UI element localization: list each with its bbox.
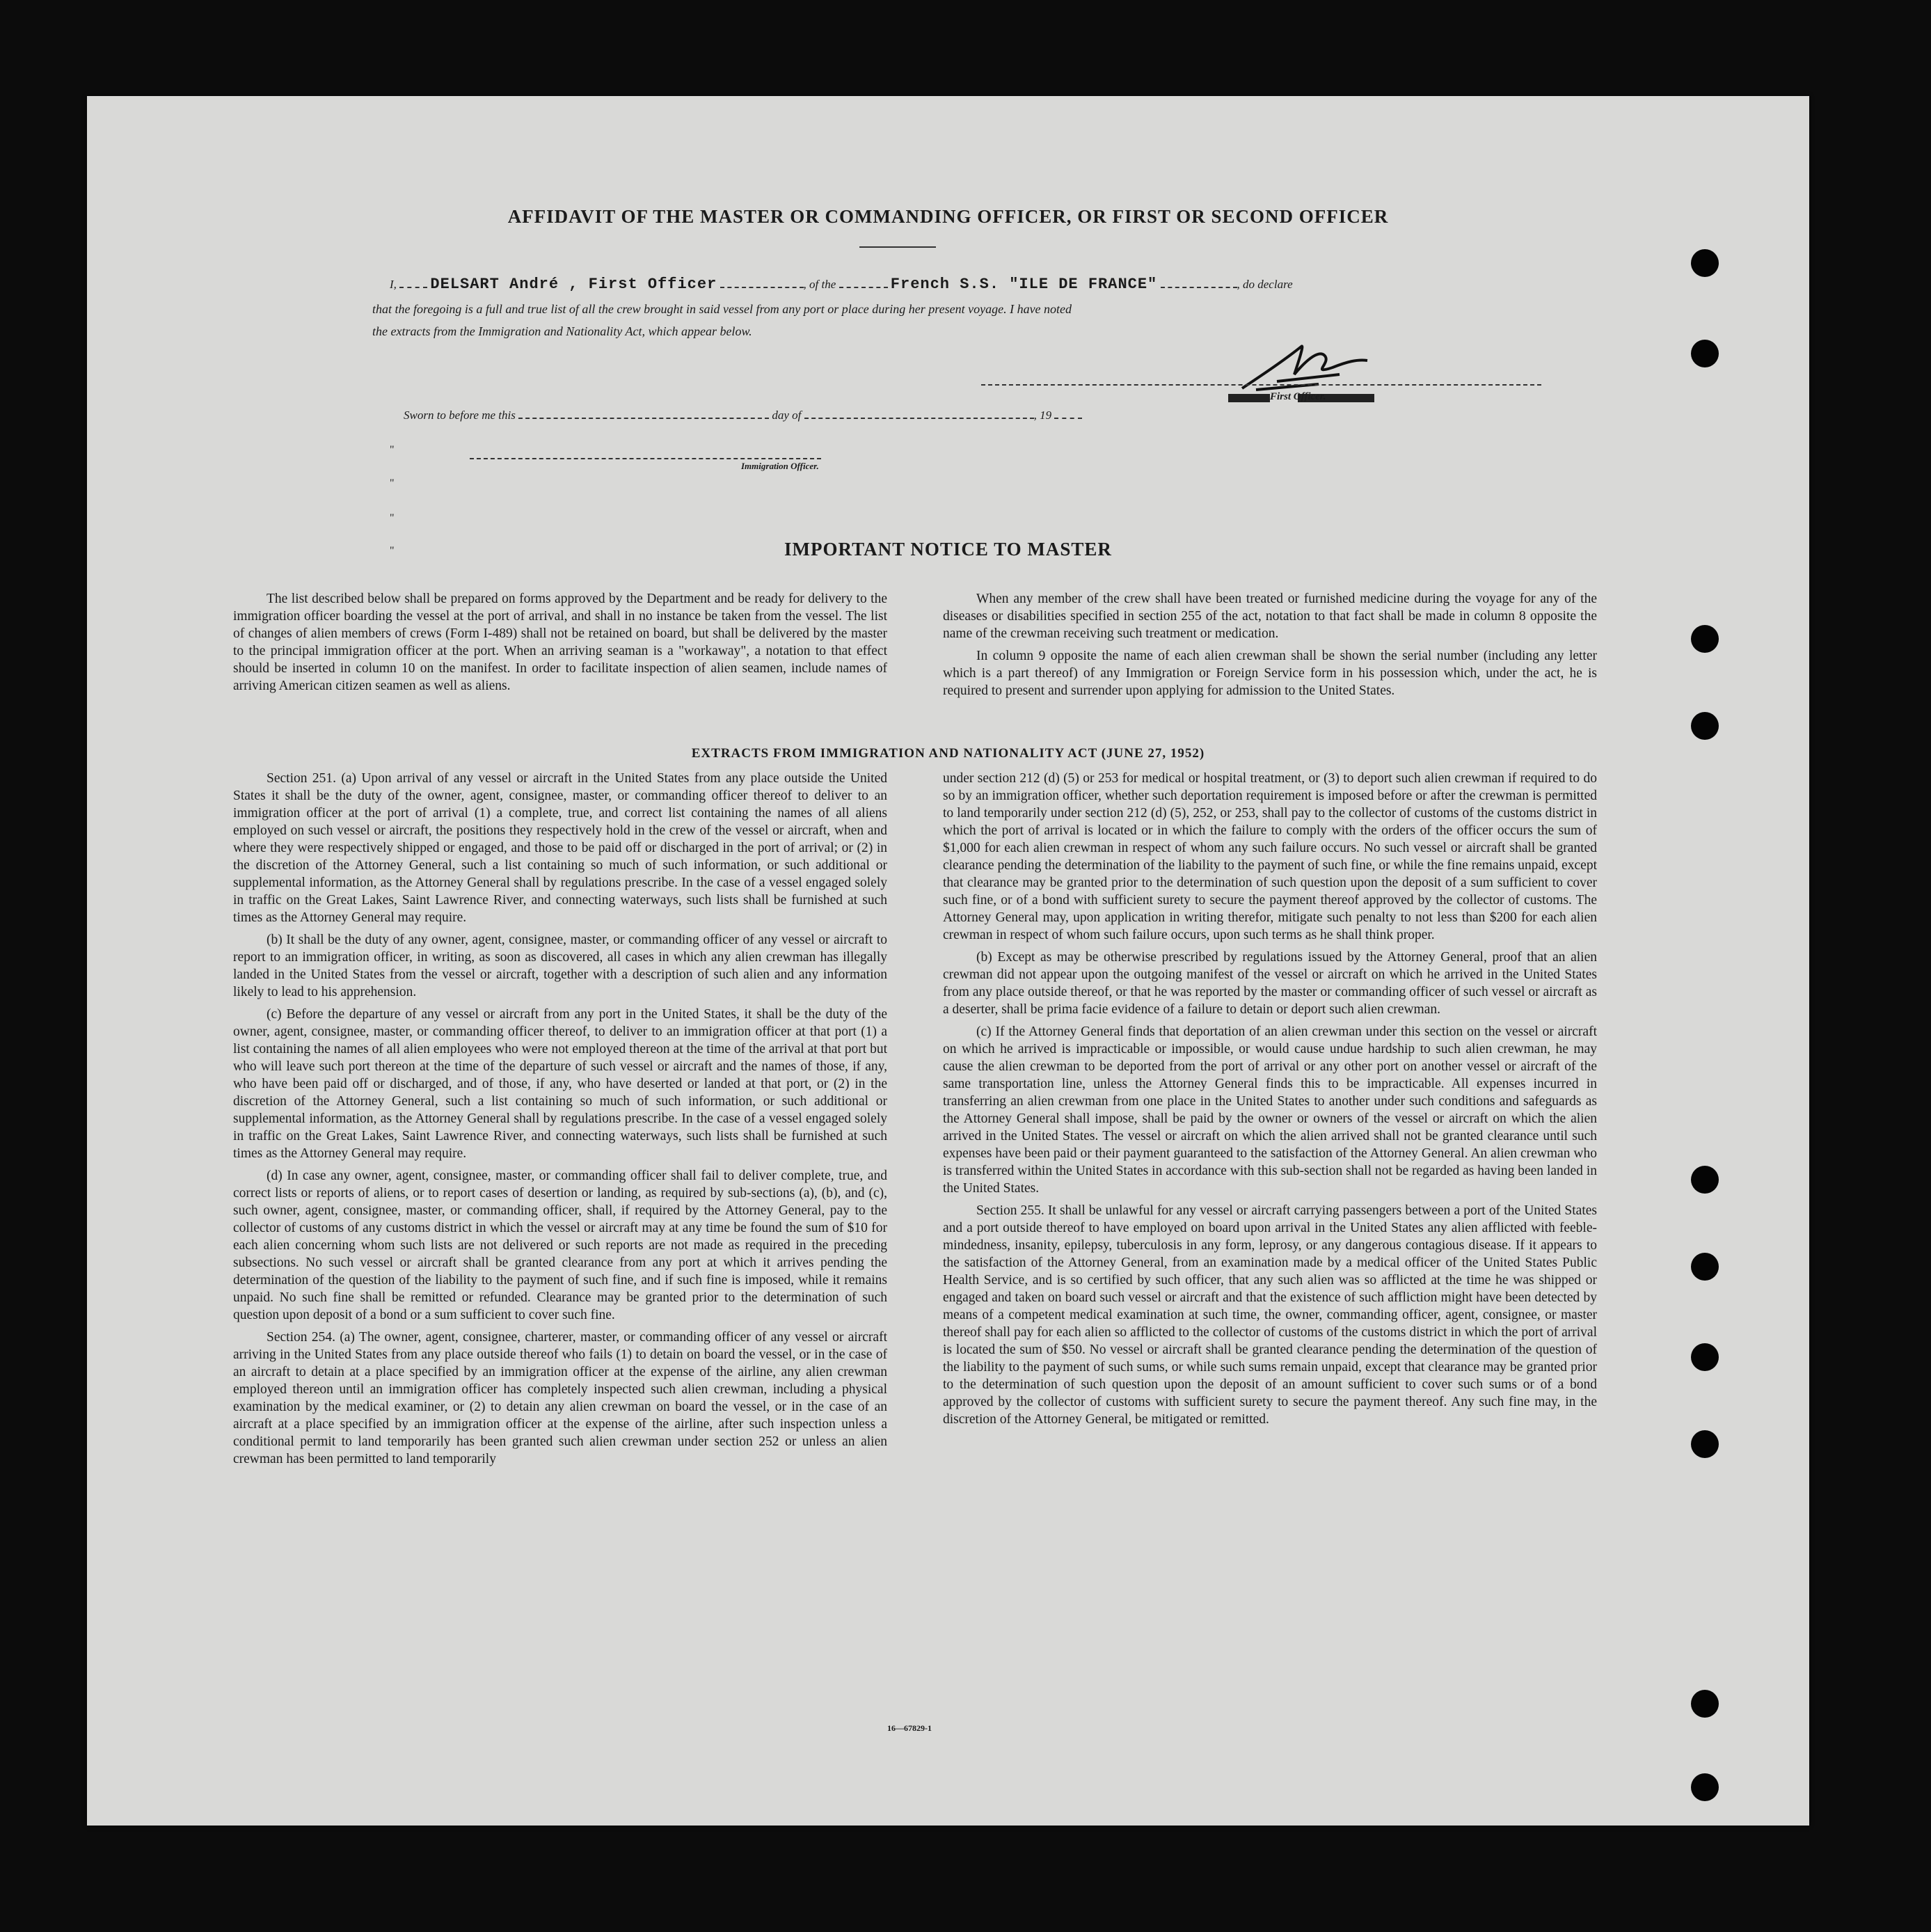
extracts-left-column [233, 770, 887, 1473]
extracts-title: EXTRACTS FROM IMMIGRATION AND NATIONALITY ACT (JUNE 27, 1952) [691, 746, 1205, 761]
binder-hole [1691, 1690, 1719, 1718]
ditto-mark: " [390, 444, 395, 456]
section-251-a: Section 251. (a) Upon arrival of any vessel or aircraft in the United States from any place outside the United States it shall be the duty of the owner, agent, consignee, master, or commanding officer thereof to deliver to an immigration officer at the port of arrival (1) a complete, true, and correct list containing the names of all aliens employed on such vessel or aircraft, the positions they respectively hold in the crew of the vessel or aircraft, when and where they were respectively shipped or engaged, and those to be paid off or discharged in the port of arrival; or (2) in the discretion of the Attorney General, such a list containing so much of such information, or such additional or supplemental information, as the Attorney General shall by regulations prescribe. In the case of a vessel engaged solely in traffic on the Great Lakes, Saint Lawrence River, and connecting waterways, such lists shall be furnished at such times as the Attorney General may require. [233, 771, 887, 925]
vessel-name: French S.S. "ILE DE FRANCE" [890, 276, 1158, 293]
affidavit-line-3: the extracts from the Immigration and Nationality Act, which appear below. [372, 324, 752, 338]
section-254-b: (b) Except as may be otherwise prescribed by regulations issued by the Attorney General, proof that an alien crewman did not appear upon the outgoing manifest of the vessel or aircraft on which he arrived in the United States from any place outside thereof, or that he was reported by the master or commanding officer of such vessel or aircraft as a deserter, shall be prima facie evidence of a failure to detain or deport such alien crewman. [943, 950, 1597, 1017]
notice-title: IMPORTANT NOTICE TO MASTER [784, 539, 1112, 560]
section-255: Section 255. It shall be unlawful for any vessel or aircraft carrying passengers between a port of the United States and a port outside thereof to have employed on board upon arrival in the United States any alien afflicted with feeble-mindedness, insanity, epilepsy, tuberculosis in any form, leprosy, or any dangerous contagious disease. If it appears to the satisfaction of the Attorney General, from an examination made by a medical officer of the United States Public Health Service, and is so certified by such officer, that any such alien was so afflicted at the time he was shipped or engaged and taken on board such vessel or aircraft and that the existence of such affliction might have been detected by means of a competent medical examination at such time, the owner, commanding officer, agent, consignee, or master thereof shall pay for each alien so afflicted to the collector of customs of the customs district in which the port of arrival is located the sum of $50. No vessel or aircraft shall be granted clearance pending the determination of the question of the liability to the payment of such sums, or while such sums remain unpaid, except that clearance may be granted prior to the determination of such question upon the deposit of an amount sufficient to cover such sums or of a bond approved by the collector of customs with sufficient surety to secure the payment thereof. Any such fine may, in the discretion of the Attorney General, be mitigated or remitted. [943, 1203, 1597, 1427]
notice-right-paragraph-1: When any member of the crew shall have been treated or furnished medicine during the voyage for any of the diseases or disabilities specified in section 255 of the act, notation to that fact shall be made in column 8 opposite the name of the crewman receiving such treatment or medication. [943, 592, 1597, 641]
section-251-c: (c) Before the departure of any vessel or aircraft from any port in the United States, it shall be the duty of the owner, agent, consignee, master, or commanding officer thereof, to deliver to an immigration officer at that port (1) a list containing the names of all alien employees who were not employed thereon at the time of the arrival at that port but who will leave such port thereon at the time of the departure of such vessel or aircraft and the names of those, if any, who have been paid off or discharged, and of those, if any, who have deserted or landed at that port, or (2) in the discretion of the Attorney General, such a list containing so much of such information, or such additional or supplemental information, as the Attorney General shall by regulations prescribe. In the case of a vessel engaged solely in traffic on the Great Lakes, Saint Lawrence River, and connecting waterways, such lists shall be furnished at such times as the Attorney General may require. [233, 1007, 887, 1161]
binder-hole [1691, 1773, 1719, 1801]
title-underline [859, 246, 936, 248]
day-of-label: day of [772, 409, 802, 422]
year-label: , 19 [1033, 409, 1052, 422]
binder-hole [1691, 340, 1719, 367]
section-251-d: (d) In case any owner, agent, consignee, master, or commanding officer shall fail to deliver complete, true, and correct lists or reports of aliens, or to report cases of desertion or landing, as required by sub-sections (a), (b), and (c), such owner, agent, consignee, master, or commanding officer, shall, if required by the Attorney General, pay to the collector of customs of any customs district in which the vessel or aircraft may at any time be found the sum of $10 for each alien concerning whom such lists are not delivered or such reports are not made as required in the preceding subsections. No such vessel or aircraft shall be granted clearance from any port at which it arrives pending the determination of the question of the liability to the payment of such fine, and if such fine is imposed, while it remains unpaid. No such fine shall be remitted or refunded. Clearance may be granted prior to the determination of such question upon deposit of a bond or a sum sufficient to cover such fine. [233, 1169, 887, 1322]
sworn-label: Sworn to before me this [404, 409, 516, 422]
document-page [87, 96, 1809, 1826]
form-code: 16—67829-1 [887, 1723, 932, 1733]
ditto-mark: " [390, 512, 395, 524]
binder-hole [1691, 1430, 1719, 1458]
binder-hole [1691, 249, 1719, 277]
binder-hole [1691, 712, 1719, 740]
section-251-b: (b) It shall be the duty of any owner, agent, consignee, master, or commanding officer of any vessel or aircraft to report to an immigration officer, in writing, as soon as discovered, all cases in which any alien crewman has illegally landed in the United States from the vessel or aircraft, together with a description of such alien and any information likely to lead to his apprehension. [233, 933, 887, 999]
affidavit-title: AFFIDAVIT OF THE MASTER OR COMMANDING OFFICER, OR FIRST OR SECOND OFFICER [507, 206, 1389, 227]
affidavit-line-1 [390, 276, 1293, 293]
binder-hole [1691, 1166, 1719, 1194]
officer-name: DELSART André , First Officer [430, 276, 717, 293]
notice-left-paragraph: The list described below shall be prepared on forms approved by the Department and be ready for delivery to the immigration officer boarding the vessel at the port of arrival, and shall in no instance be taken from the vessel. The list of changes of alien members of crews (Form I-489) shall not be retained on board, but shall be delivered by the master to the principal immigration officer at the port. When an arriving seaman is a "workaway", a notation to that effect should be inserted in column 10 on the manifest. In order to facilitate inspection of alien seamen, include names of arriving American citizen seamen as well as aliens. [233, 592, 887, 693]
affidavit-line-2: that the foregoing is a full and true list of all the crew brought in said vessel from any port or place during her present voyage. I have noted [372, 302, 1072, 316]
notice-right-column [943, 590, 1597, 704]
section-254-c: (c) If the Attorney General finds that deportation of an alien crewman under this section on the vessel or aircraft on which he arrived is impracticable or impossible, or would cause undue hardship to such alien crewman, he may cause the alien crewman to be deported from the port of arrival or any other port on another vessel or aircraft of the same transportation line, unless the Attorney General finds this to be impracticable. All expenses incurred in transferring an alien crewman from one place in the United States to another under such conditions and safeguards as the Attorney General shall impose, shall be paid by the owner or owners of the vessel or aircraft on which the alien arrived in the United States. The vessel or aircraft on which the alien arrived shall not be granted clearance until such expenses have been paid or their payment guaranteed to the satisfaction of the Attorney General. An alien crewman who is transferred within the United States in accordance with this sub-section shall not be regarded as having been landed in the United States. [943, 1024, 1597, 1196]
binder-hole [1691, 625, 1719, 653]
section-254-a: Section 254. (a) The owner, agent, consignee, charterer, master, or commanding officer of any vessel or aircraft arriving in the United States from any place outside thereof who fails (1) to detain on board the vessel, or in the case of an aircraft to detain at a place specified by an immigration officer at the expense of the airline, any alien crewman employed thereon until an immigration officer has completely inspected such alien crewman, including a physical examination by the medical examiner, or (2) to detain any alien crewman on board the vessel, or in the case of an aircraft at a place specified by an immigration officer at the expense of the airline, after such inspection unless a conditional permit to land temporarily has been granted such alien crewman under section 252 or unless an alien crewman has been permitted to land temporarily [233, 1330, 887, 1466]
do-declare-label: , do declare [1237, 278, 1293, 291]
binder-hole [1691, 1343, 1719, 1371]
sworn-line [404, 408, 1082, 422]
struck-title [1228, 394, 1270, 402]
signature-caption: First Officer. [1270, 391, 1326, 402]
extracts-right-column [943, 770, 1597, 1433]
officer-signature [1235, 333, 1416, 395]
affidavit-i: I, [390, 278, 397, 291]
ditto-mark: " [390, 545, 395, 557]
signature-line [981, 384, 1541, 386]
immigration-officer-line [470, 458, 821, 459]
immigration-officer-label: Immigration Officer. [741, 461, 819, 471]
notice-right-paragraph-2: In column 9 opposite the name of each alien crewman shall be shown the serial number (including any letter which is a part thereof) of any Immigration or Foreign Service form in his possession which, under the act, he is required to present and surrender upon applying for admission to the United States. [943, 649, 1597, 698]
ditto-mark: " [390, 477, 395, 489]
notice-left-column [233, 590, 887, 699]
of-the-label: , of the [803, 278, 836, 291]
binder-hole [1691, 1253, 1719, 1281]
section-254-a-cont: under section 212 (d) (5) or 253 for medical or hospital treatment, or (3) to deport such alien crewman if required to do so by an immigration officer, whether such deportation requirement is imposed before or after the crewman is permitted to land temporarily under section 212 (d) (5), 252, or 253, shall pay to the collector of customs of the customs district in which the port of arrival is located or in which the failure to comply with the orders of the officer occurs the sum of $1,000 for each alien crewman in respect of whom any such failure occurs. No such vessel or aircraft shall be granted clearance pending the determination of the liability to the payment of such fine, or while the fine remains unpaid, except that clearance may be granted prior to the determination of such question upon the deposit of a sum sufficient to cover such fine, or of a bond with sufficient surety to secure the payment thereof approved by the collector of customs. The Attorney General may, upon application in writing therefor, mitigate such penalty to not less than $200 for each alien crewman in respect of whom such failure occurs, upon such terms as he shall think proper. [943, 771, 1597, 942]
